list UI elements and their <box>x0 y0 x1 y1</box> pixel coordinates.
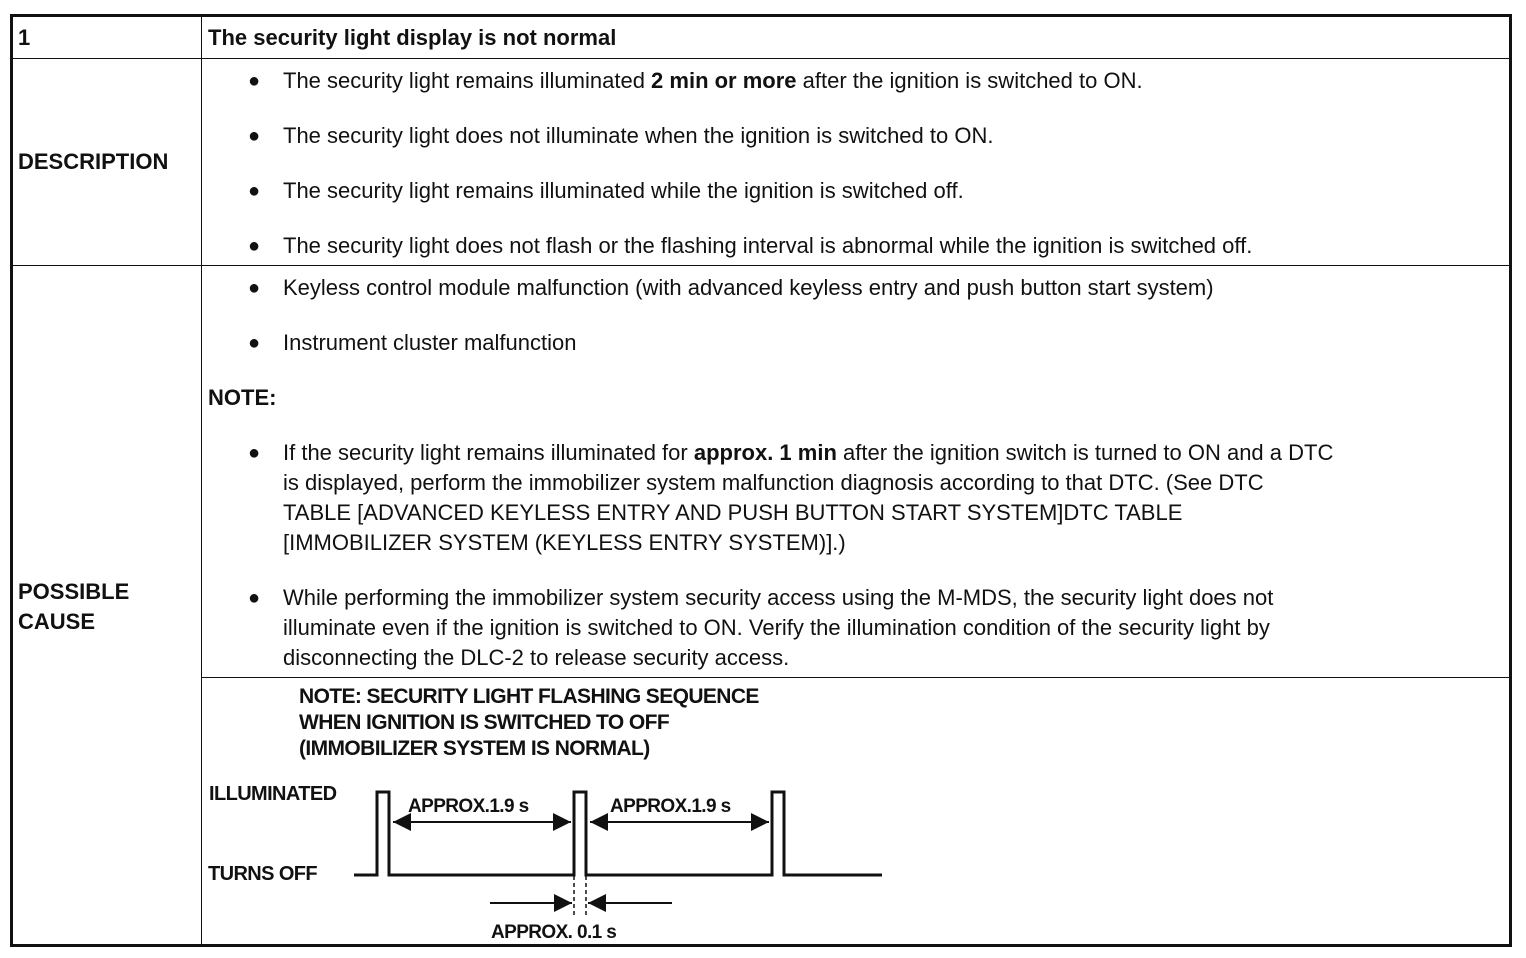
bullet-icon: ● <box>248 70 261 92</box>
note-label: NOTE: <box>208 385 277 410</box>
bullet-icon: ● <box>248 442 261 464</box>
bullet-icon: ● <box>248 332 261 354</box>
bullet-icon: ● <box>248 180 261 202</box>
possible-cause-label: POSSIBLE CAUSE <box>18 579 130 634</box>
bullet-icon: ● <box>248 125 261 147</box>
bullet-icon: ● <box>248 277 261 299</box>
page-title: The security light display is not normal <box>208 25 617 50</box>
turns-off-label: TURNS OFF <box>208 863 318 885</box>
bullet-icon: ● <box>248 235 261 257</box>
row-number: 1 <box>18 25 31 50</box>
bullet-icon: ● <box>248 587 261 609</box>
interval-label-2: APPROX.1.9 s <box>610 796 731 817</box>
pulse-label: APPROX. 0.1 s <box>491 922 617 943</box>
interval-label-1: APPROX.1.9 s <box>408 796 529 817</box>
illuminated-label: ILLUMINATED <box>209 783 337 805</box>
description-label: DESCRIPTION <box>18 149 169 174</box>
diagram-note: NOTE: SECURITY LIGHT FLASHING SEQUENCE WHEN IGNITION IS SWITCHED TO OFF (IMMOBILIZER SYSTEM IS NORMAL) <box>299 685 759 760</box>
